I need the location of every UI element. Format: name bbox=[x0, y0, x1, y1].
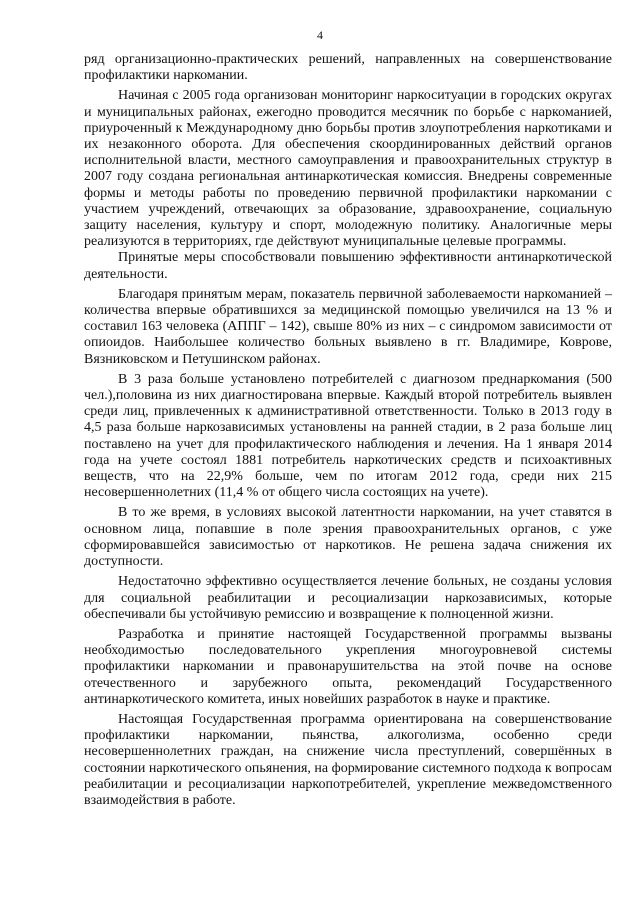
page-number: 4 bbox=[317, 28, 323, 42]
paragraph-morbidity: Благодаря принятым мерам, показатель первичной заболеваемости наркоманией – количества впервые обратившихся за медицинской помощью увеличился на 13 % и составил 163 человека (АППГ – 142), свыше 80% из них – с синдромом зависимости от опиоидов. Наибольшее количество больных выявлено в гг. Владимире, Коврове, Вязниковском и Петушинском районах. bbox=[84, 286, 612, 367]
paragraph-prenarcomania: В 3 раза больше установлено потребителей с диагнозом преднаркомания (500 чел.),половина из них диагностирована впервые. Каждый второй потребитель выявлен среди лиц, привлеченных к административной ответственности. Только в 2013 году в 4,5 раза больше наркозависимых установлены на ранней стадии, в 2 раза больше лиц поставлено на учет для профилактического наблюдения и лечения. На 1 января 2014 года на учете состоял 1881 потребитель наркотических средств и психоактивных веществ, что на 22,9% больше, чем по итогам 2012 года, среди них 215 несовершеннолетних (11,4 % от общего числа состоящих на учете). bbox=[84, 371, 612, 501]
paragraph-latency: В то же время, в условиях высокой латентности наркомании, на учет ставятся в основном лица, попавшие в поле зрения правоохранительных органов, с уже сформировавшейся зависимостью от наркотиков. Не решена задача снижения их доступности. bbox=[84, 505, 612, 570]
paragraph-program-orientation: Настоящая Государственная программа ориентирована на совершенствование профилактики наркомании, пьянства, алкоголизма, особенно среди несовершеннолетних граждан, на снижение числа преступлений, совершённых в состоянии наркотического опьянения, на формирование системного подхода к вопросам реабилитации и ресоциализации наркопотребителей, укрепление межведомственного взаимодействия в работе. bbox=[84, 711, 612, 808]
paragraph-measures-effect: Принятые меры способствовали повышению эффективности антинаркотической деятельности. bbox=[84, 250, 612, 282]
paragraph-continuation: ряд организационно-практических решений, направленных на совершенствование профилактики наркомании. bbox=[84, 52, 612, 84]
paragraph-treatment: Недостаточно эффективно осуществляется лечение больных, не созданы условия для социальной реабилитации и ресоциализации наркозависимых, которые обеспечивали бы устойчивую ремиссию и возвращение к полноценной жизни. bbox=[84, 574, 612, 622]
paragraph-monitoring: Начиная с 2005 года организован мониторинг наркоситуации в городских округах и муниципальных районах, ежегодно проводится месячник по борьбе с наркоманией, приуроченный к Международному дню борьбы против злоупотребления наркотиками и их незаконного оборота. Для обеспечения скоординированных действий органов исполнительной власти, местного самоуправления и правоохранительных структур в 2007 году создана региональная антинаркотическая комиссия. Внедрены современные формы и методы работы по проведению первичной профилактики наркомании с участием учреждений, отвечающих за образование, здравоохранение, социальную защиту населения, культуру и спорт, молодежную политику. Аналогичные меры реализуются в территориях, где действуют муниципальные целевые программы. bbox=[84, 88, 612, 250]
paragraph-program-development: Разработка и принятие настоящей Государственной программы вызваны необходимостью последовательного укрепления многоуровневой системы профилактики наркомании и правонарушительства на этой почве на основе отечественного и зарубежного опыта, рекомендаций Государственного антинаркотического комитета, иных новейших разработок в науке и практике. bbox=[84, 626, 612, 707]
document-body bbox=[84, 52, 612, 809]
